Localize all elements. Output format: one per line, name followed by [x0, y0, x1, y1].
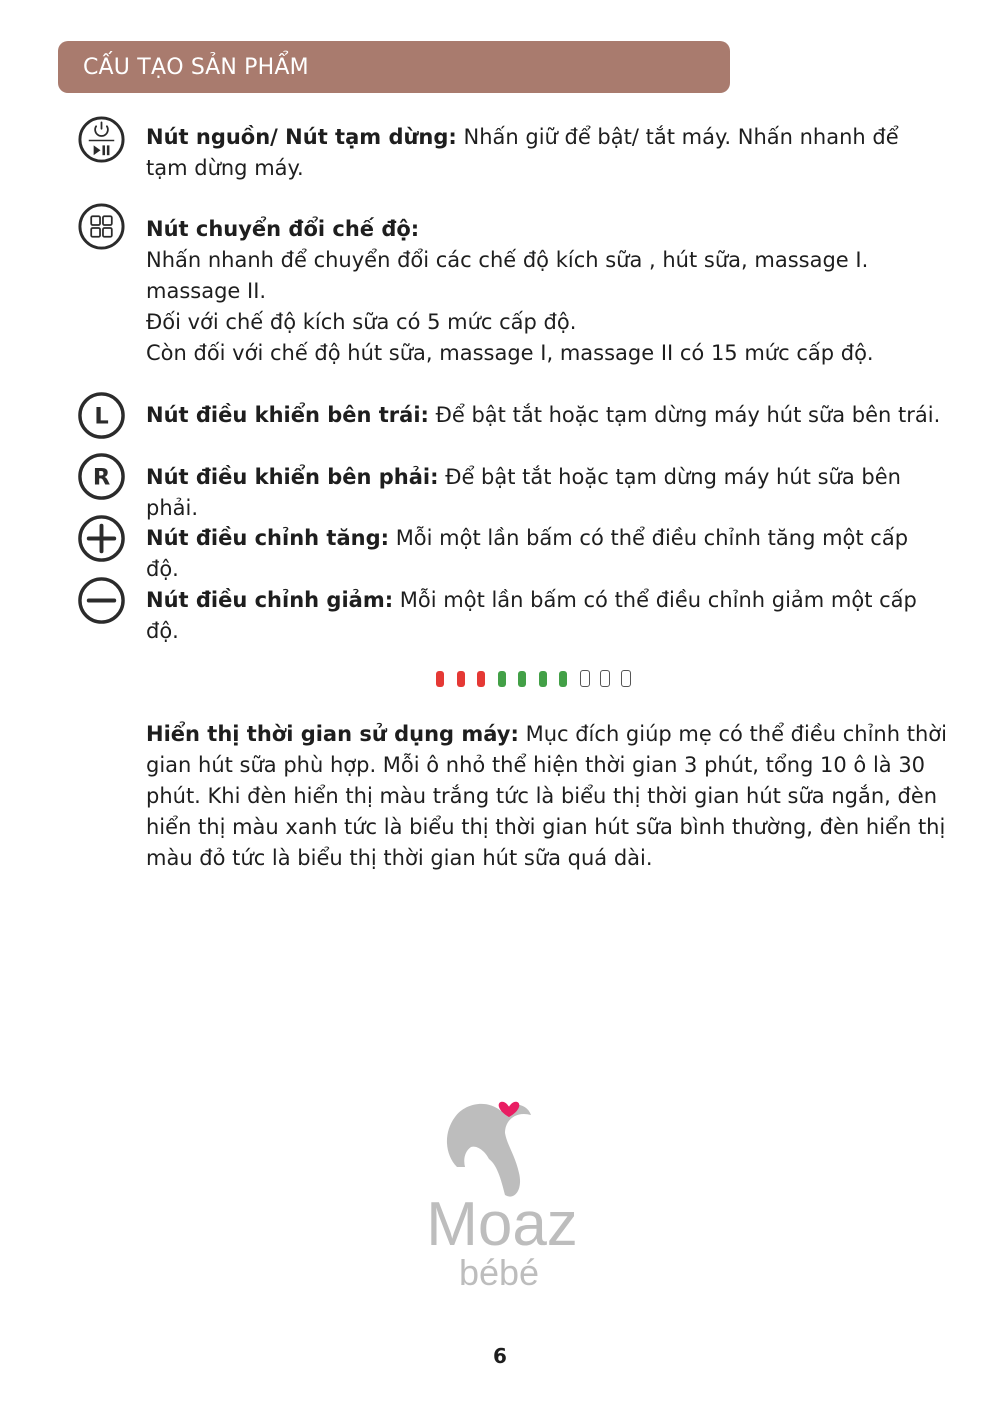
- letter-r-text: R: [92, 464, 111, 491]
- letter-r-icon: [77, 452, 126, 501]
- minus-icon: [77, 576, 126, 625]
- feature-term: Nút điều chỉnh giảm:: [146, 588, 394, 612]
- feature-text: [146, 214, 946, 369]
- indicator-segment-white: [621, 670, 631, 687]
- feature-term: Nút chuyển đổi chế độ:: [146, 217, 420, 241]
- page-number: 6: [493, 1344, 507, 1368]
- mode-grid-icon: [77, 202, 126, 251]
- brand-logo: [405, 1093, 600, 1293]
- feature-term: Nút nguồn/ Nút tạm dừng:: [146, 125, 457, 149]
- letter-l-icon: [77, 391, 126, 440]
- indicator-segment-green: [518, 671, 526, 687]
- indicator-segment-red: [477, 671, 485, 687]
- section-title: CẤU TẠO SẢN PHẨM: [83, 54, 309, 80]
- feature-description: Mỗi một lần bấm có thể điều chỉnh tăng một cấp độ.: [146, 526, 909, 581]
- indicator-segment-white: [580, 670, 590, 687]
- feature-description: Để bật tắt hoặc tạm dừng máy hút sữa bên trái.: [428, 403, 941, 427]
- brand-name: Moaz: [426, 1190, 578, 1259]
- letter-l-text: L: [94, 403, 109, 430]
- indicator-segment-white: [600, 670, 610, 687]
- power-pause-icon: [77, 115, 126, 164]
- feature-text: [146, 400, 946, 431]
- usage-description: [146, 719, 956, 874]
- elephant-logo-icon: [405, 1093, 600, 1293]
- indicator-segment-green: [559, 671, 567, 687]
- feature-term: Nút điều khiển bên phải:: [146, 465, 439, 489]
- section-header: [58, 41, 730, 93]
- indicator-segment-red: [436, 671, 444, 687]
- indicator-segment-red: [457, 671, 465, 687]
- feature-description-line: Còn đối với chế độ hút sữa, massage I, massage II có 15 mức cấp độ.: [146, 341, 874, 365]
- feature-description-line: Nhấn nhanh để chuyển đổi các chế độ kích sữa , hút sữa, massage I. massage II.: [146, 248, 869, 303]
- feature-text: [146, 462, 946, 524]
- plus-icon: [77, 514, 126, 563]
- indicator-segment-green: [498, 671, 506, 687]
- feature-term: Nút điều khiển bên trái:: [146, 403, 429, 427]
- usage-term: Hiển thị thời gian sử dụng máy:: [146, 722, 519, 746]
- feature-text: [146, 122, 946, 184]
- feature-text: [146, 585, 946, 647]
- feature-description: Mỗi một lần bấm có thể điều chỉnh giảm một cấp độ.: [146, 588, 917, 643]
- usage-text: Mục đích giúp mẹ có thể điều chỉnh thời gian hút sữa phù hợp. Mỗi ô nhỏ thể hiện thời gian 3 phút, tổng 10 ô là 30 phút. Khi đèn hiển thị màu trắng tức là biểu thị thời gian hút sữa ngắn, đèn hiển thị màu xanh tức là biểu thị thời gian hút sữa bình thường, đèn hiển thị màu đỏ tức là biểu thị thời gian hút sữa quá dài.: [146, 722, 947, 870]
- time-indicator: [436, 669, 636, 691]
- feature-term: Nút điều chỉnh tăng:: [146, 526, 390, 550]
- feature-text: [146, 523, 946, 585]
- feature-description-line: Đối với chế độ kích sữa có 5 mức cấp độ.: [146, 310, 577, 334]
- feature-description: Để bật tắt hoặc tạm dừng máy hút sữa bên phải.: [146, 465, 901, 520]
- brand-subtitle: bébé: [458, 1252, 540, 1293]
- feature-description: Nhấn giữ để bật/ tắt máy. Nhấn nhanh để tạm dừng máy.: [146, 125, 899, 180]
- indicator-segment-green: [539, 671, 547, 687]
